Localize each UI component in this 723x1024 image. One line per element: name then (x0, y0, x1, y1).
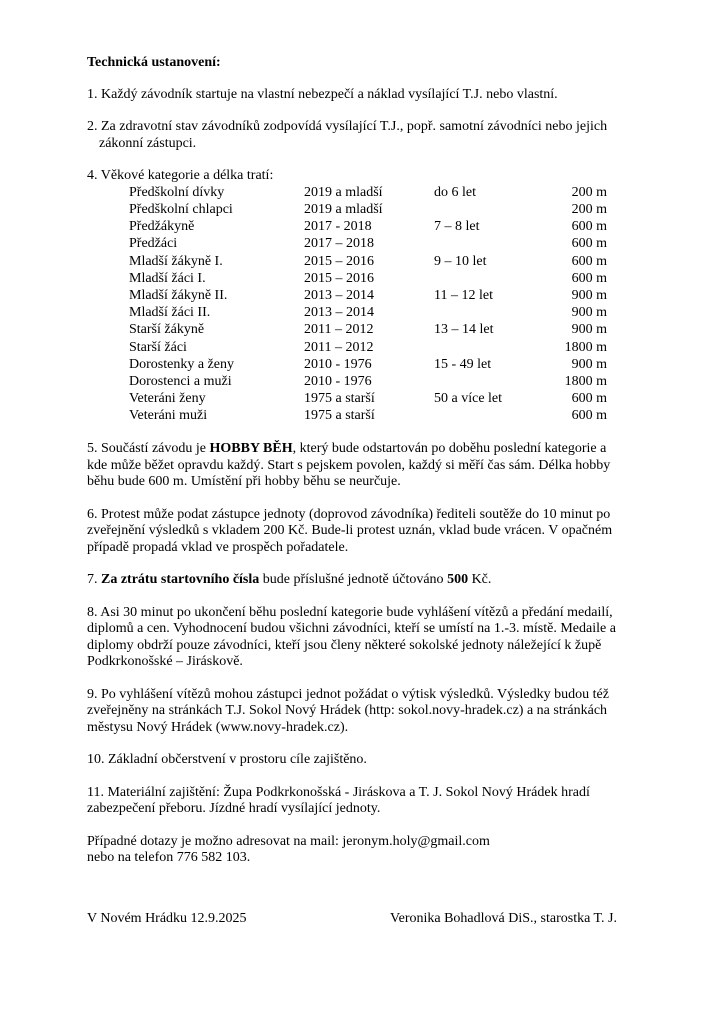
category-years: 2011 – 2012 (304, 339, 374, 355)
category-row (129, 356, 607, 373)
category-age: 15 - 49 let (434, 356, 492, 372)
category-age (434, 374, 544, 391)
category-age: do 6 let (434, 184, 476, 200)
paragraph-2-line-1: 2. Za zdravotní stav závodníků zodpovídá vysílající T.J., popř. samotní závodníci nebo jejich (87, 119, 608, 134)
place-and-date: V Novém Hrádku 12.9.2025 (87, 911, 247, 926)
category-years: 2019 a mladší (304, 202, 383, 218)
category-name: Předškolní chlapci (129, 202, 233, 218)
category-row (129, 339, 607, 356)
category-table (129, 185, 607, 426)
document-body (87, 55, 627, 883)
paragraph-7-pre: 7. (87, 572, 101, 588)
category-distance: 200 m (571, 184, 607, 200)
category-age: 7 – 8 let (434, 219, 480, 235)
category-age (434, 236, 544, 253)
category-years: 1975 a starší (304, 391, 375, 407)
contact-info (87, 834, 627, 867)
paragraph-7-post: Kč. (468, 572, 492, 588)
paragraph-7-mid: bude příslušné jednotě účtováno (259, 572, 448, 588)
paragraph-11: 11. Materiální zajištění: Župa Podkrkonošská - Jiráskova a T. J. Sokol Nový Hrádek hradí zabezpečení přeboru. Jízdné hradí vysílající jednoty. (87, 784, 590, 817)
category-distance: 600 m (571, 236, 607, 252)
category-years: 2017 – 2018 (304, 236, 374, 252)
category-name: Dorostenky a ženy (129, 356, 234, 372)
category-age (434, 270, 544, 287)
category-name: Předžáci (129, 236, 178, 252)
category-distance: 600 m (571, 253, 607, 269)
category-name: Předžákyně (129, 219, 195, 235)
category-years: 2010 - 1976 (304, 356, 372, 372)
category-distance: 600 m (571, 270, 607, 286)
category-name: Mladší žáci II. (129, 305, 211, 321)
category-distance: 900 m (571, 287, 607, 303)
category-age (434, 202, 544, 219)
category-age (434, 305, 544, 322)
contact-line-2: nebo na telefon 776 582 103. (87, 850, 251, 866)
category-name: Mladší žákyně II. (129, 287, 228, 303)
category-row (129, 374, 607, 391)
category-distance: 600 m (571, 408, 607, 424)
paragraph-8: 8. Asi 30 minut po ukončení běhu poslední kategorie bude vyhlášení vítězů a předání medailí, diplomů a cen. Vyhodnocení budou všichni závodníci, kteří se umístí na 1.-3. místě. Medaile a diplomy obdrží pouze závodníci, kteří jsou členy některé sokolské jednoty náležející k župě Podkrkonošské – Jiráskově. (87, 604, 616, 670)
signature-line: Veronika Bohadlová DiS., starostka T. J. (390, 911, 617, 926)
category-age: 50 a více let (434, 391, 503, 407)
category-years: 2011 – 2012 (304, 322, 374, 338)
category-distance: 1800 m (564, 339, 607, 355)
category-distance: 600 m (571, 219, 607, 235)
footer (87, 911, 617, 928)
paragraph-5 (87, 441, 627, 491)
category-row (129, 185, 607, 202)
paragraph-5-post: , který bude odstartován po doběhu poslední kategorie a kde může běžet opravdu každý. Start s pejskem povolen, každý si měří čas sám. Délka hobby běhu bude 600 m. Umístění při hobby běhu se neurčuje. (87, 441, 611, 490)
contact-line-1: Případné dotazy je možno adresovat na mail: jeronym.holy@gmail.com (87, 833, 490, 849)
category-distance: 200 m (571, 202, 607, 218)
category-row (129, 202, 607, 219)
category-name: Mladší žákyně I. (129, 253, 223, 269)
paragraph-9: 9. Po vyhlášení vítězů mohou zástupci jednot požádat o výtisk výsledků. Výsledky budou též zveřejněny na stránkách T.J. Sokol Nový Hrádek (http: sokol.novy-hradek.cz) a na stránkách městysu Nový Hrádek (www.novy-hradek.cz). (87, 686, 609, 735)
paragraph-1: 1. Každý závodník startuje na vlastní nebezpečí a náklad vysílající T.J. nebo vlastní. (87, 86, 558, 102)
paragraph-5-pre: 5. Součástí závodu je (87, 441, 210, 457)
category-row (129, 236, 607, 253)
category-years: 2017 - 2018 (304, 219, 372, 235)
category-distance: 1800 m (564, 373, 607, 389)
lost-number-label: Za ztrátu startovního čísla (101, 572, 260, 588)
category-name: Dorostenci a muži (129, 373, 232, 389)
category-years: 2013 – 2014 (304, 305, 374, 321)
category-age (434, 339, 544, 356)
category-name: Mladší žáci I. (129, 270, 206, 286)
category-row (129, 322, 607, 339)
paragraph-4-title: 4. Věkové kategorie a délka tratí: (87, 168, 274, 183)
category-years: 2019 a mladší (304, 184, 383, 200)
category-distance: 900 m (571, 305, 607, 321)
category-row (129, 219, 607, 236)
paragraph-2 (87, 119, 627, 152)
category-years: 2015 – 2016 (304, 270, 374, 286)
paragraph-6: 6. Protest může podat zástupce jednoty (doprovod závodníka) řediteli soutěže do 10 minut po zveřejnění výsledků s vkladem 200 Kč. Bude-li protest uznán, vklad bude vrácen. V opačném případě propadá vklad ve prospěch pořadatele. (87, 506, 613, 555)
category-years: 2015 – 2016 (304, 253, 374, 269)
hobby-run-label: HOBBY BĚH (209, 441, 293, 457)
category-age: 9 – 10 let (434, 253, 487, 269)
paragraph-7 (87, 572, 627, 589)
category-years: 2013 – 2014 (304, 287, 374, 303)
category-age: 13 – 14 let (434, 322, 494, 338)
category-name: Starší žáci (129, 339, 187, 355)
category-name: Veteráni ženy (129, 391, 206, 407)
category-distance: 900 m (571, 322, 607, 338)
category-row (129, 391, 607, 408)
paragraph-2-line-2: zákonní zástupci. (99, 135, 197, 151)
category-row (129, 305, 607, 322)
category-years: 2010 - 1976 (304, 373, 372, 389)
fee-amount: 500 (447, 572, 469, 588)
category-row (129, 288, 607, 305)
category-distance: 600 m (571, 391, 607, 407)
paragraph-10: 10. Základní občerstvení v prostoru cíle zajištěno. (87, 752, 367, 768)
category-name: Předškolní dívky (129, 184, 225, 200)
category-row (129, 253, 607, 270)
category-name: Veteráni muži (129, 408, 208, 424)
category-age: 11 – 12 let (434, 287, 493, 303)
category-distance: 900 m (571, 356, 607, 372)
category-row (129, 270, 607, 287)
category-years: 1975 a starší (304, 408, 375, 424)
section-heading: Technická ustanovení: (87, 55, 221, 70)
category-name: Starší žákyně (129, 322, 205, 338)
category-age (434, 408, 544, 425)
category-row (129, 408, 607, 425)
